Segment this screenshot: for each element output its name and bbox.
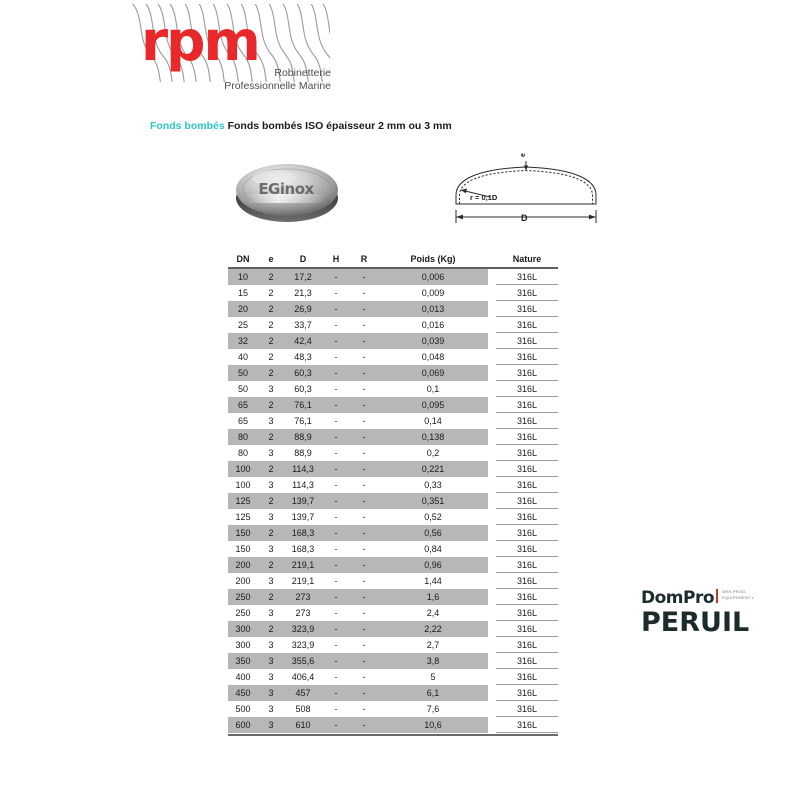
cell-poids: 0,56 <box>378 525 488 541</box>
cell-e: 2 <box>258 285 284 301</box>
cell-dn: 65 <box>228 397 258 413</box>
table-row <box>228 365 558 381</box>
dompro-tagline-line2: EQUIPEMENT L <box>722 594 755 600</box>
cell-dn: 200 <box>228 557 258 573</box>
cell-r: - <box>350 701 378 717</box>
cell-spacer <box>488 653 496 669</box>
table-row <box>228 589 558 605</box>
cell-spacer <box>488 509 496 525</box>
dompro-tagline-line1: WES PROD. <box>722 589 747 594</box>
table-row <box>228 653 558 669</box>
cell-d: 139,7 <box>284 493 322 509</box>
table-bottom-rule <box>228 734 558 736</box>
table-row <box>228 701 558 717</box>
cell-h: - <box>322 637 350 653</box>
cell-poids: 1,44 <box>378 573 488 589</box>
cell-nature: 316L <box>496 589 558 605</box>
cell-spacer <box>488 557 496 573</box>
cell-poids: 0,006 <box>378 268 488 285</box>
cell-dn: 150 <box>228 541 258 557</box>
cell-spacer <box>488 445 496 461</box>
cell-poids: 3,8 <box>378 653 488 669</box>
cell-spacer <box>488 429 496 445</box>
cell-poids: 0,2 <box>378 445 488 461</box>
specifications-table <box>228 252 558 733</box>
cell-d: 76,1 <box>284 413 322 429</box>
table-row <box>228 381 558 397</box>
cell-h: - <box>322 621 350 637</box>
table-row <box>228 621 558 637</box>
cell-spacer <box>488 365 496 381</box>
cell-d: 219,1 <box>284 557 322 573</box>
table-row <box>228 285 558 301</box>
cell-h: - <box>322 333 350 349</box>
cell-poids: 0,351 <box>378 493 488 509</box>
cell-d: 76,1 <box>284 397 322 413</box>
peruil-wordmark: PERUIL <box>641 607 750 638</box>
table-row <box>228 669 558 685</box>
cell-poids: 5 <box>378 669 488 685</box>
column-header-nature: Nature <box>496 252 558 268</box>
table-row <box>228 445 558 461</box>
cell-e: 3 <box>258 509 284 525</box>
cell-r: - <box>350 413 378 429</box>
cell-e: 2 <box>258 429 284 445</box>
product-photo <box>228 152 346 228</box>
cell-dn: 65 <box>228 413 258 429</box>
cell-dn: 100 <box>228 461 258 477</box>
cell-h: - <box>322 573 350 589</box>
cell-h: - <box>322 397 350 413</box>
table-row <box>228 525 558 541</box>
cell-r: - <box>350 541 378 557</box>
cell-e: 2 <box>258 365 284 381</box>
cell-dn: 25 <box>228 317 258 333</box>
table-header-row <box>228 252 558 268</box>
cell-nature: 316L <box>496 365 558 381</box>
cell-r: - <box>350 621 378 637</box>
cell-dn: 10 <box>228 268 258 285</box>
column-header-d: D <box>284 252 322 268</box>
drawing-label-diameter: D <box>521 213 528 223</box>
cell-e: 2 <box>258 461 284 477</box>
table-row <box>228 509 558 525</box>
cell-r: - <box>350 429 378 445</box>
cell-d: 323,9 <box>284 621 322 637</box>
cell-e: 2 <box>258 493 284 509</box>
cell-poids: 0,221 <box>378 461 488 477</box>
brand-logo <box>125 4 330 104</box>
cell-nature: 316L <box>496 349 558 365</box>
cell-r: - <box>350 605 378 621</box>
cell-nature: 316L <box>496 669 558 685</box>
cell-spacer <box>488 621 496 637</box>
cell-spacer <box>488 701 496 717</box>
cell-poids: 2,22 <box>378 621 488 637</box>
cell-nature: 316L <box>496 541 558 557</box>
cell-nature: 316L <box>496 701 558 717</box>
cell-h: - <box>322 301 350 317</box>
cell-dn: 300 <box>228 621 258 637</box>
cell-r: - <box>350 589 378 605</box>
cell-d: 88,9 <box>284 445 322 461</box>
cell-dn: 400 <box>228 669 258 685</box>
table-row <box>228 717 558 733</box>
cell-r: - <box>350 333 378 349</box>
cell-h: - <box>322 557 350 573</box>
logo-subtitle-line1: Robinetterie <box>274 67 331 79</box>
cell-d: 88,9 <box>284 429 322 445</box>
cell-r: - <box>350 317 378 333</box>
cell-h: - <box>322 429 350 445</box>
table-row <box>228 685 558 701</box>
photo-watermark: EGinox <box>258 180 314 198</box>
cell-h: - <box>322 605 350 621</box>
cell-nature: 316L <box>496 445 558 461</box>
cell-dn: 125 <box>228 509 258 525</box>
cell-spacer <box>488 397 496 413</box>
cell-r: - <box>350 685 378 701</box>
cell-nature: 316L <box>496 477 558 493</box>
cell-spacer <box>488 669 496 685</box>
cell-dn: 350 <box>228 653 258 669</box>
cell-d: 139,7 <box>284 509 322 525</box>
cell-spacer <box>488 285 496 301</box>
cell-nature: 316L <box>496 717 558 733</box>
cell-d: 33,7 <box>284 317 322 333</box>
cell-d: 168,3 <box>284 541 322 557</box>
cell-h: - <box>322 317 350 333</box>
cell-r: - <box>350 653 378 669</box>
cell-e: 3 <box>258 653 284 669</box>
cell-dn: 50 <box>228 365 258 381</box>
table-body <box>228 268 558 733</box>
cell-d: 219,1 <box>284 573 322 589</box>
cell-spacer <box>488 477 496 493</box>
cell-spacer <box>488 317 496 333</box>
cell-poids: 0,138 <box>378 429 488 445</box>
cell-h: - <box>322 589 350 605</box>
cell-dn: 20 <box>228 301 258 317</box>
page-title <box>150 120 452 132</box>
cell-d: 60,3 <box>284 381 322 397</box>
table-row <box>228 413 558 429</box>
cell-r: - <box>350 381 378 397</box>
cell-poids: 0,52 <box>378 509 488 525</box>
cell-d: 273 <box>284 589 322 605</box>
cell-poids: 2,7 <box>378 637 488 653</box>
drawing-label-thickness: e <box>520 153 527 157</box>
cell-e: 2 <box>258 333 284 349</box>
column-header-dn: DN <box>228 252 258 268</box>
cell-spacer <box>488 589 496 605</box>
cell-spacer <box>488 525 496 541</box>
cell-e: 3 <box>258 381 284 397</box>
footer-partner-logo <box>641 586 800 642</box>
cell-e: 3 <box>258 573 284 589</box>
cell-h: - <box>322 365 350 381</box>
cell-dn: 600 <box>228 717 258 733</box>
column-header-poids: Poids (Kg) <box>378 252 488 268</box>
cell-dn: 80 <box>228 429 258 445</box>
cell-d: 168,3 <box>284 525 322 541</box>
cell-h: - <box>322 509 350 525</box>
cell-nature: 316L <box>496 605 558 621</box>
cell-h: - <box>322 349 350 365</box>
cell-e: 3 <box>258 477 284 493</box>
cell-nature: 316L <box>496 509 558 525</box>
cell-r: - <box>350 477 378 493</box>
cell-nature: 316L <box>496 637 558 653</box>
cell-dn: 40 <box>228 349 258 365</box>
cell-dn: 125 <box>228 493 258 509</box>
cell-spacer <box>488 268 496 285</box>
cell-spacer <box>488 685 496 701</box>
dompro-tagline <box>722 589 792 600</box>
cell-d: 114,3 <box>284 477 322 493</box>
cell-e: 3 <box>258 701 284 717</box>
cell-nature: 316L <box>496 317 558 333</box>
cell-h: - <box>322 653 350 669</box>
cell-r: - <box>350 301 378 317</box>
column-header-r: R <box>350 252 378 268</box>
cell-h: - <box>322 268 350 285</box>
table-row <box>228 333 558 349</box>
cell-spacer <box>488 717 496 733</box>
cell-dn: 50 <box>228 381 258 397</box>
table-row <box>228 557 558 573</box>
logo-divider <box>716 589 718 603</box>
cell-h: - <box>322 493 350 509</box>
cell-h: - <box>322 445 350 461</box>
cell-nature: 316L <box>496 413 558 429</box>
cell-dn: 500 <box>228 701 258 717</box>
cell-r: - <box>350 573 378 589</box>
cell-poids: 0,095 <box>378 397 488 413</box>
cell-d: 508 <box>284 701 322 717</box>
cell-r: - <box>350 349 378 365</box>
table-row <box>228 268 558 285</box>
cell-e: 3 <box>258 445 284 461</box>
cell-poids: 0,33 <box>378 477 488 493</box>
cell-poids: 0,84 <box>378 541 488 557</box>
dompro-wordmark: DomPro <box>641 588 715 608</box>
cell-r: - <box>350 461 378 477</box>
cell-spacer <box>488 605 496 621</box>
cell-d: 610 <box>284 717 322 733</box>
cell-d: 355,6 <box>284 653 322 669</box>
table-row <box>228 301 558 317</box>
cell-r: - <box>350 285 378 301</box>
cell-e: 2 <box>258 301 284 317</box>
cell-h: - <box>322 685 350 701</box>
cell-h: - <box>322 541 350 557</box>
table-row <box>228 541 558 557</box>
cell-poids: 0,14 <box>378 413 488 429</box>
cell-r: - <box>350 717 378 733</box>
cell-dn: 200 <box>228 573 258 589</box>
cell-r: - <box>350 365 378 381</box>
cell-nature: 316L <box>496 685 558 701</box>
cell-d: 26,9 <box>284 301 322 317</box>
cell-r: - <box>350 525 378 541</box>
table-row <box>228 493 558 509</box>
cell-r: - <box>350 493 378 509</box>
cell-e: 3 <box>258 605 284 621</box>
cell-dn: 300 <box>228 637 258 653</box>
cell-r: - <box>350 669 378 685</box>
cell-h: - <box>322 477 350 493</box>
cell-nature: 316L <box>496 285 558 301</box>
cell-nature: 316L <box>496 461 558 477</box>
logo-subtitle <box>161 67 331 92</box>
cell-poids: 0,039 <box>378 333 488 349</box>
cell-spacer <box>488 461 496 477</box>
cell-spacer <box>488 637 496 653</box>
cell-r: - <box>350 557 378 573</box>
cell-dn: 80 <box>228 445 258 461</box>
table-row <box>228 349 558 365</box>
column-header-spacer <box>488 252 496 268</box>
cell-nature: 316L <box>496 333 558 349</box>
cell-h: - <box>322 669 350 685</box>
table-row <box>228 429 558 445</box>
logo-subtitle-line2: Professionnelle Marine <box>224 79 331 92</box>
cell-nature: 316L <box>496 301 558 317</box>
cell-poids: 0,016 <box>378 317 488 333</box>
cell-nature: 316L <box>496 397 558 413</box>
cell-dn: 250 <box>228 605 258 621</box>
cell-nature: 316L <box>496 621 558 637</box>
cell-spacer <box>488 381 496 397</box>
cell-h: - <box>322 701 350 717</box>
cell-h: - <box>322 461 350 477</box>
cell-d: 60,3 <box>284 365 322 381</box>
table-row <box>228 397 558 413</box>
cell-spacer <box>488 493 496 509</box>
cell-spacer <box>488 573 496 589</box>
cell-e: 3 <box>258 413 284 429</box>
cell-e: 3 <box>258 541 284 557</box>
cell-nature: 316L <box>496 268 558 285</box>
cell-h: - <box>322 413 350 429</box>
cell-d: 406,4 <box>284 669 322 685</box>
product-description-label: Fonds bombés ISO épaisseur 2 mm ou 3 mm <box>227 120 452 132</box>
cell-d: 273 <box>284 605 322 621</box>
cell-r: - <box>350 445 378 461</box>
cell-nature: 316L <box>496 429 558 445</box>
cell-dn: 150 <box>228 525 258 541</box>
cell-poids: 6,1 <box>378 685 488 701</box>
product-category-label: Fonds bombés <box>150 120 225 132</box>
cell-h: - <box>322 717 350 733</box>
cell-nature: 316L <box>496 381 558 397</box>
cell-spacer <box>488 333 496 349</box>
cell-e: 3 <box>258 685 284 701</box>
cell-dn: 32 <box>228 333 258 349</box>
table-row <box>228 317 558 333</box>
cell-poids: 0,013 <box>378 301 488 317</box>
cell-poids: 1,6 <box>378 589 488 605</box>
cell-nature: 316L <box>496 525 558 541</box>
cell-e: 2 <box>258 349 284 365</box>
cell-dn: 450 <box>228 685 258 701</box>
cell-r: - <box>350 637 378 653</box>
cell-d: 17,2 <box>284 268 322 285</box>
cell-d: 48,3 <box>284 349 322 365</box>
cell-spacer <box>488 349 496 365</box>
cell-h: - <box>322 525 350 541</box>
cell-e: 2 <box>258 397 284 413</box>
cell-poids: 10,6 <box>378 717 488 733</box>
cell-r: - <box>350 268 378 285</box>
drawing-label-radius: r = 0,1D <box>470 193 498 202</box>
cell-poids: 0,1 <box>378 381 488 397</box>
cell-dn: 250 <box>228 589 258 605</box>
cell-poids: 0,048 <box>378 349 488 365</box>
cell-spacer <box>488 413 496 429</box>
cell-e: 2 <box>258 621 284 637</box>
cell-nature: 316L <box>496 557 558 573</box>
cell-dn: 15 <box>228 285 258 301</box>
table-row <box>228 605 558 621</box>
table-row <box>228 637 558 653</box>
cell-r: - <box>350 509 378 525</box>
column-header-h: H <box>322 252 350 268</box>
cell-d: 42,4 <box>284 333 322 349</box>
cell-e: 2 <box>258 525 284 541</box>
cell-poids: 0,069 <box>378 365 488 381</box>
cell-r: - <box>350 397 378 413</box>
cell-poids: 0,009 <box>378 285 488 301</box>
cell-e: 2 <box>258 589 284 605</box>
cell-nature: 316L <box>496 573 558 589</box>
technical-drawing <box>444 153 608 229</box>
table-row <box>228 461 558 477</box>
cell-e: 2 <box>258 268 284 285</box>
cell-d: 457 <box>284 685 322 701</box>
cell-h: - <box>322 381 350 397</box>
cell-spacer <box>488 541 496 557</box>
cell-poids: 0,96 <box>378 557 488 573</box>
cell-h: - <box>322 285 350 301</box>
logo-wordmark: rpm <box>141 9 259 73</box>
cell-poids: 2,4 <box>378 605 488 621</box>
cell-d: 323,9 <box>284 637 322 653</box>
cell-nature: 316L <box>496 493 558 509</box>
cell-e: 3 <box>258 637 284 653</box>
cell-d: 21,3 <box>284 285 322 301</box>
cell-spacer <box>488 301 496 317</box>
column-header-e: e <box>258 252 284 268</box>
cell-dn: 100 <box>228 477 258 493</box>
table-row <box>228 573 558 589</box>
cell-e: 3 <box>258 717 284 733</box>
table-row <box>228 477 558 493</box>
cell-e: 3 <box>258 669 284 685</box>
cell-d: 114,3 <box>284 461 322 477</box>
cell-e: 2 <box>258 557 284 573</box>
cell-e: 2 <box>258 317 284 333</box>
cell-nature: 316L <box>496 653 558 669</box>
cell-poids: 7,6 <box>378 701 488 717</box>
